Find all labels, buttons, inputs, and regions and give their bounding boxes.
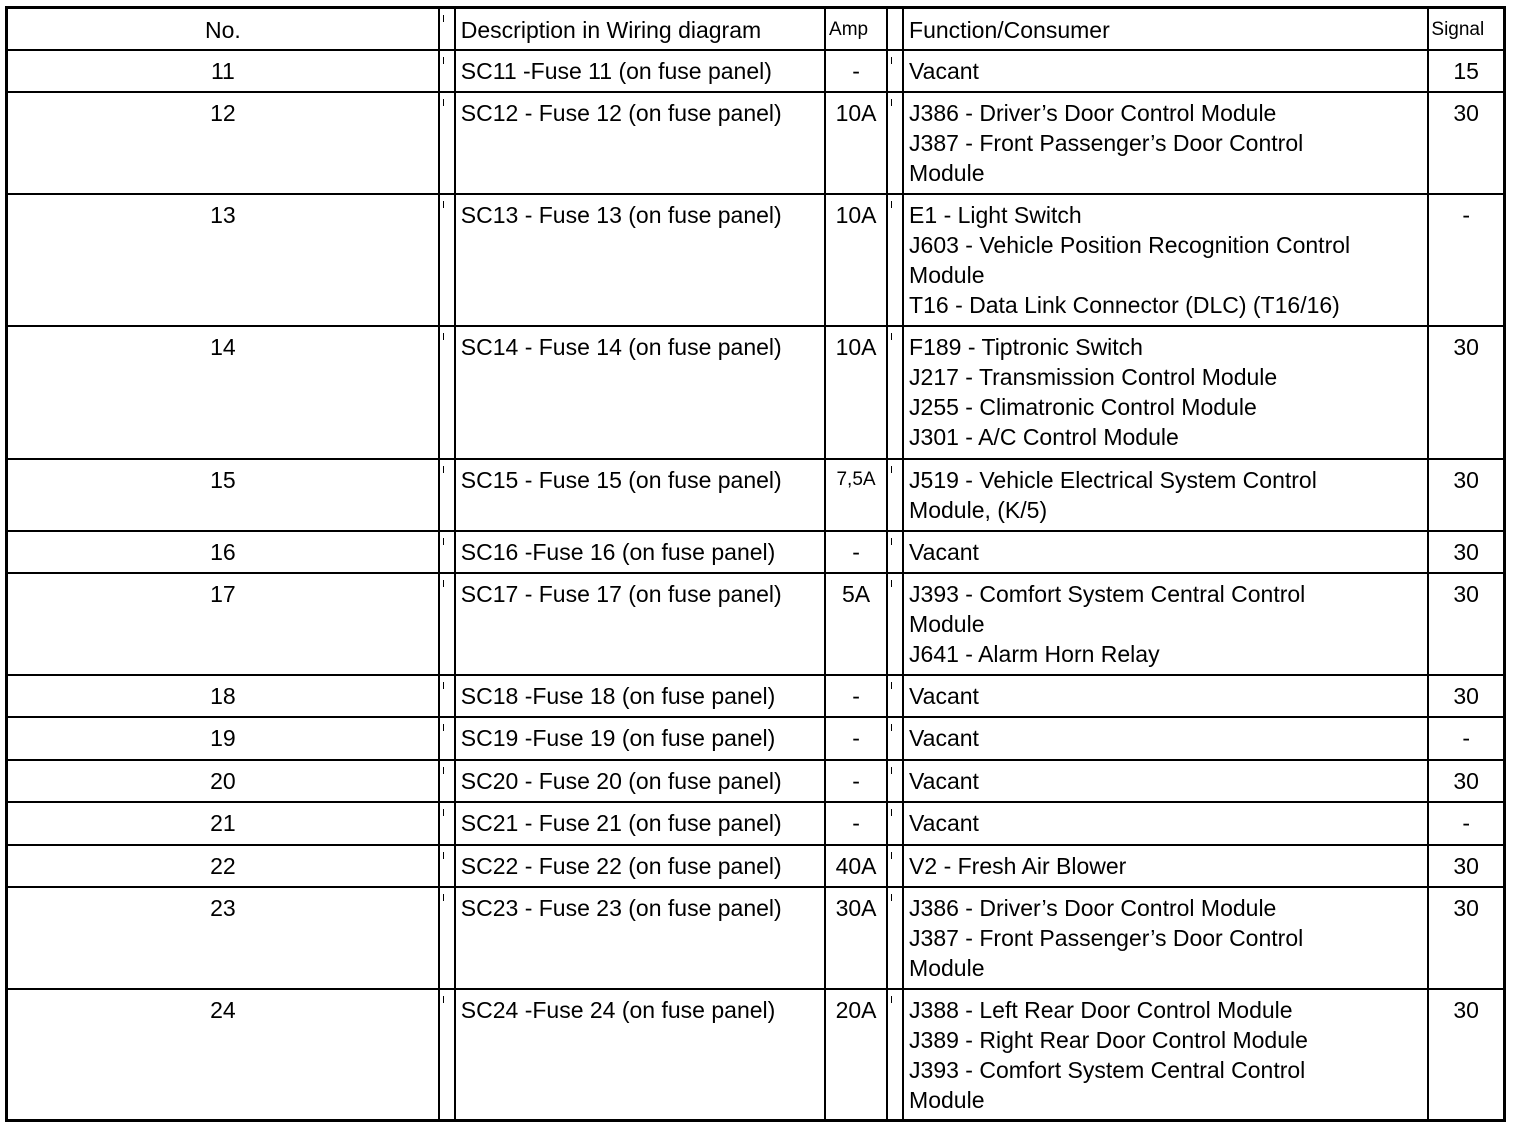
cell-function (903, 760, 1428, 802)
cell-amp (825, 459, 887, 531)
cell-spacer (439, 717, 455, 760)
table-row (7, 802, 1505, 845)
function-line: J393 - Comfort System Central Control (909, 580, 1306, 607)
cell-spacer (887, 459, 903, 531)
cell-description-text: SC13 - Fuse 13 (on fuse panel) (460, 201, 782, 228)
cell-description (455, 92, 825, 194)
function-line: J393 - Comfort System Central Control (909, 1056, 1306, 1083)
cell-signal-text: 30 (1453, 767, 1479, 794)
function-line: J388 - Left Rear Door Control Module (909, 996, 1293, 1023)
function-lines (909, 676, 1427, 711)
cell-amp (825, 50, 887, 92)
cell-no (7, 50, 439, 92)
cell-no-text: 16 (210, 538, 236, 565)
cell-spacer (439, 989, 455, 1121)
function-lines (909, 718, 1427, 753)
cell-function (903, 92, 1428, 194)
cell-spacer (887, 50, 903, 92)
cell-spacer (887, 845, 903, 887)
cell-signal-text: - (1462, 809, 1471, 836)
cell-signal-text: 30 (1453, 99, 1479, 126)
cell-signal-text: 15 (1453, 57, 1479, 84)
function-lines (909, 574, 1427, 669)
header-spacer (439, 8, 455, 50)
cell-description-text: SC24 -Fuse 24 (on fuse panel) (460, 996, 776, 1023)
cell-no-text: 18 (210, 682, 236, 709)
table-header-row (7, 8, 1505, 50)
cell-function (903, 573, 1428, 675)
function-lines (909, 990, 1427, 1115)
cell-amp (825, 887, 887, 989)
cell-signal-text: - (1462, 724, 1471, 751)
function-line: Vacant (909, 724, 979, 751)
cell-spacer (887, 675, 903, 717)
cell-signal (1428, 802, 1504, 845)
header-no: No. (7, 8, 439, 50)
table-row (7, 573, 1505, 675)
function-lines (909, 846, 1427, 881)
cell-no-text: 17 (210, 580, 236, 607)
header-amp: Amp (825, 8, 887, 50)
table-body (7, 50, 1505, 1121)
function-line: J387 - Front Passenger’s Door Control (909, 924, 1304, 951)
cell-description-text: SC18 -Fuse 18 (on fuse panel) (460, 682, 776, 709)
cell-no-text: 21 (210, 809, 236, 836)
cell-no-text: 23 (210, 894, 236, 921)
cell-no-text: 24 (210, 996, 236, 1023)
cell-spacer (439, 92, 455, 194)
cell-no (7, 802, 439, 845)
cell-amp-text: - (852, 724, 860, 751)
cell-signal (1428, 194, 1504, 326)
cell-function (903, 531, 1428, 573)
function-line: F189 - Tiptronic Switch (909, 333, 1143, 360)
function-lines (909, 327, 1427, 452)
cell-function (903, 675, 1428, 717)
cell-function (903, 459, 1428, 531)
function-line: Vacant (909, 57, 979, 84)
cell-amp-text: 5A (841, 580, 871, 607)
cell-description (455, 531, 825, 573)
cell-no-text: 13 (210, 201, 236, 228)
cell-spacer (439, 760, 455, 802)
cell-description (455, 845, 825, 887)
table-row (7, 887, 1505, 989)
table-row (7, 326, 1505, 459)
cell-amp (825, 675, 887, 717)
cell-amp-text: - (852, 809, 860, 836)
cell-no (7, 531, 439, 573)
cell-amp-text: 30A (835, 894, 877, 921)
cell-signal (1428, 326, 1504, 459)
function-line: J603 - Vehicle Position Recognition Control (909, 231, 1351, 258)
cell-description (455, 802, 825, 845)
cell-description-text: SC21 - Fuse 21 (on fuse panel) (460, 809, 782, 836)
cell-description-text: SC16 -Fuse 16 (on fuse panel) (460, 538, 776, 565)
cell-signal-text: 30 (1453, 538, 1479, 565)
cell-function (903, 50, 1428, 92)
cell-signal-text: 30 (1453, 894, 1479, 921)
cell-signal-text: 30 (1453, 682, 1479, 709)
cell-amp-text: - (852, 538, 860, 565)
function-line: Module (909, 159, 985, 186)
cell-signal-text: 30 (1453, 466, 1479, 493)
cell-amp-text: 20A (835, 996, 877, 1023)
cell-signal (1428, 573, 1504, 675)
cell-spacer (887, 531, 903, 573)
cell-amp (825, 802, 887, 845)
cell-description-text: SC11 -Fuse 11 (on fuse panel) (460, 57, 772, 84)
function-line: J217 - Transmission Control Module (909, 363, 1278, 390)
cell-description-text: SC19 -Fuse 19 (on fuse panel) (460, 724, 776, 751)
cell-signal-text: 30 (1453, 996, 1479, 1023)
header-function: Function/Consumer (903, 8, 1428, 50)
cell-no (7, 459, 439, 531)
cell-no (7, 326, 439, 459)
function-line: J386 - Driver’s Door Control Module (909, 99, 1277, 126)
table-row (7, 50, 1505, 92)
header-description: Description in Wiring diagram (455, 8, 825, 50)
function-line: J519 - Vehicle Electrical System Control (909, 466, 1317, 493)
cell-spacer (887, 802, 903, 845)
cell-description (455, 887, 825, 989)
cell-function (903, 802, 1428, 845)
function-lines (909, 93, 1427, 188)
table-row (7, 194, 1505, 326)
table-row (7, 989, 1505, 1121)
cell-spacer (887, 326, 903, 459)
cell-function (903, 887, 1428, 989)
cell-description-text: SC15 - Fuse 15 (on fuse panel) (460, 466, 782, 493)
cell-no-text: 15 (210, 466, 236, 493)
function-line: Vacant (909, 538, 979, 565)
cell-spacer (439, 326, 455, 459)
cell-description (455, 459, 825, 531)
cell-signal (1428, 760, 1504, 802)
function-line: Module (909, 610, 985, 637)
function-lines (909, 195, 1427, 320)
function-line: Module (909, 954, 985, 981)
cell-description (455, 675, 825, 717)
cell-signal-text: - (1462, 201, 1471, 228)
cell-amp (825, 717, 887, 760)
cell-no (7, 989, 439, 1121)
cell-no (7, 845, 439, 887)
table-row (7, 459, 1505, 531)
cell-amp (825, 573, 887, 675)
cell-no-text: 19 (210, 724, 236, 751)
cell-spacer (887, 989, 903, 1121)
table-row (7, 760, 1505, 802)
function-line: Vacant (909, 809, 979, 836)
cell-no (7, 194, 439, 326)
cell-spacer (887, 760, 903, 802)
cell-description-text: SC23 - Fuse 23 (on fuse panel) (460, 894, 782, 921)
table-row (7, 845, 1505, 887)
cell-amp-text: 10A (835, 333, 877, 360)
header-signal: Signal (1428, 8, 1504, 50)
function-lines (909, 888, 1427, 983)
function-line: J641 - Alarm Horn Relay (909, 640, 1160, 667)
cell-spacer (439, 531, 455, 573)
cell-description-text: SC14 - Fuse 14 (on fuse panel) (460, 333, 782, 360)
cell-description (455, 326, 825, 459)
cell-no-text: 20 (210, 767, 236, 794)
cell-amp (825, 531, 887, 573)
cell-amp (825, 989, 887, 1121)
cell-spacer (439, 845, 455, 887)
table-row (7, 717, 1505, 760)
cell-amp-text: - (852, 682, 860, 709)
function-line: Vacant (909, 767, 979, 794)
function-line: J389 - Right Rear Door Control Module (909, 1026, 1308, 1053)
function-line: J387 - Front Passenger’s Door Control (909, 129, 1304, 156)
cell-spacer (439, 675, 455, 717)
function-line: Module, (K/5) (909, 496, 1048, 523)
function-line: Module (909, 261, 985, 288)
cell-spacer (887, 887, 903, 989)
cell-description-text: SC12 - Fuse 12 (on fuse panel) (460, 99, 782, 126)
cell-spacer (439, 50, 455, 92)
cell-function (903, 845, 1428, 887)
function-lines (909, 532, 1427, 567)
cell-signal (1428, 717, 1504, 760)
cell-no-text: 14 (210, 333, 236, 360)
cell-spacer (887, 573, 903, 675)
function-lines (909, 51, 1427, 86)
cell-spacer (439, 459, 455, 531)
cell-amp (825, 92, 887, 194)
cell-description (455, 50, 825, 92)
function-line: J386 - Driver’s Door Control Module (909, 894, 1277, 921)
cell-description (455, 717, 825, 760)
cell-description-text: SC17 - Fuse 17 (on fuse panel) (460, 580, 782, 607)
cell-spacer (887, 92, 903, 194)
cell-signal (1428, 845, 1504, 887)
cell-function (903, 326, 1428, 459)
cell-amp (825, 760, 887, 802)
cell-function (903, 717, 1428, 760)
function-line: Module (909, 1086, 985, 1113)
cell-amp (825, 845, 887, 887)
cell-signal-text: 30 (1453, 333, 1479, 360)
cell-signal-text: 30 (1453, 580, 1479, 607)
cell-function (903, 989, 1428, 1121)
function-lines (909, 803, 1427, 838)
cell-spacer (439, 194, 455, 326)
cell-description-text: SC22 - Fuse 22 (on fuse panel) (460, 852, 782, 879)
cell-description (455, 194, 825, 326)
cell-amp (825, 326, 887, 459)
cell-spacer (439, 887, 455, 989)
cell-signal (1428, 459, 1504, 531)
cell-spacer (439, 802, 455, 845)
cell-description (455, 573, 825, 675)
function-line: J301 - A/C Control Module (909, 423, 1179, 450)
cell-signal (1428, 989, 1504, 1121)
table-row (7, 92, 1505, 194)
function-line: E1 - Light Switch (909, 201, 1082, 228)
cell-description-text: SC20 - Fuse 20 (on fuse panel) (460, 767, 782, 794)
cell-spacer (439, 573, 455, 675)
cell-signal (1428, 675, 1504, 717)
cell-signal (1428, 531, 1504, 573)
function-lines (909, 761, 1427, 796)
cell-no-text: 11 (210, 57, 235, 84)
cell-signal (1428, 50, 1504, 92)
function-line: V2 - Fresh Air Blower (909, 852, 1127, 879)
cell-amp (825, 194, 887, 326)
cell-spacer (887, 194, 903, 326)
cell-spacer (887, 717, 903, 760)
function-line: Vacant (909, 682, 979, 709)
cell-signal (1428, 887, 1504, 989)
cell-no (7, 887, 439, 989)
cell-amp-text: 40A (835, 852, 877, 879)
cell-no-text: 12 (210, 99, 236, 126)
cell-amp-text: - (852, 767, 860, 794)
cell-amp-text: 10A (835, 201, 877, 228)
cell-no (7, 760, 439, 802)
cell-amp-text: 7,5A (836, 468, 876, 490)
cell-amp-text: 10A (835, 99, 877, 126)
cell-function (903, 194, 1428, 326)
cell-no (7, 92, 439, 194)
fuse-table (5, 6, 1506, 1122)
table-row (7, 531, 1505, 573)
cell-no-text: 22 (210, 852, 236, 879)
cell-amp-text: - (852, 57, 860, 84)
cell-description (455, 989, 825, 1121)
function-line: T16 - Data Link Connector (DLC) (T16/16) (909, 291, 1340, 318)
function-lines (909, 460, 1427, 525)
table-row (7, 675, 1505, 717)
cell-no (7, 675, 439, 717)
cell-signal (1428, 92, 1504, 194)
function-line: J255 - Climatronic Control Module (909, 393, 1257, 420)
header-spacer (887, 8, 903, 50)
cell-description (455, 760, 825, 802)
cell-no (7, 717, 439, 760)
cell-signal-text: 30 (1453, 852, 1479, 879)
cell-no (7, 573, 439, 675)
